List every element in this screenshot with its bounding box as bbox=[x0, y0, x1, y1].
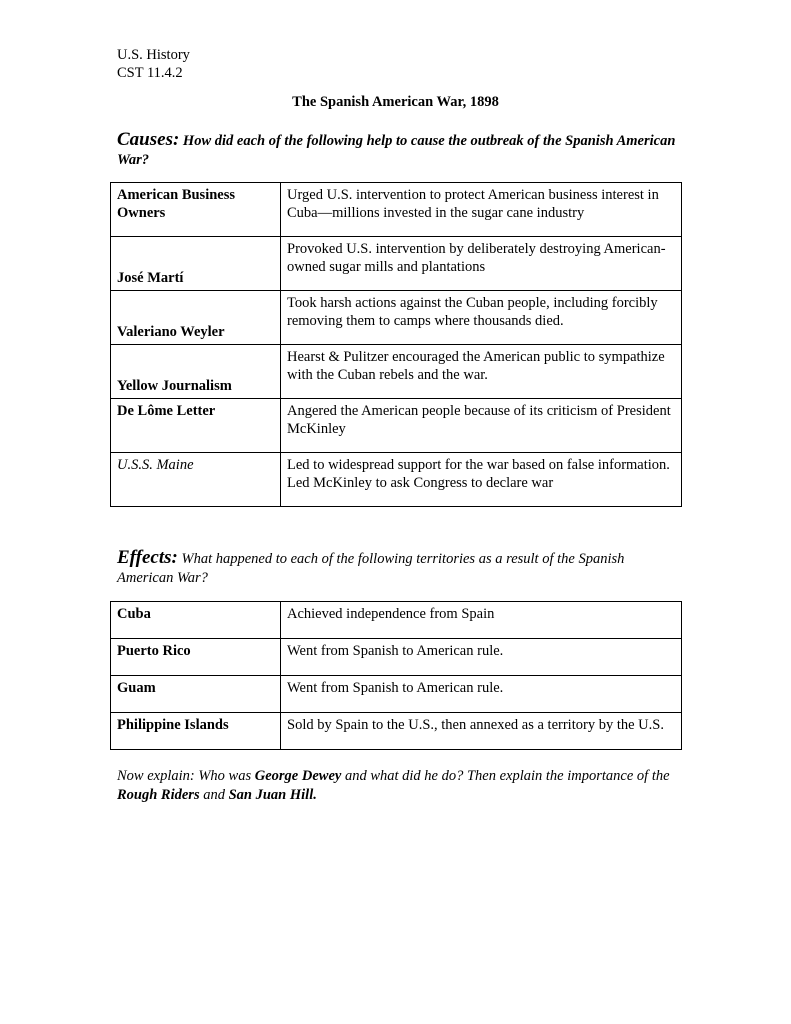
cause-answer: Provoked U.S. intervention by deliberately destroying American-owned sugar mills and plantations bbox=[281, 237, 682, 291]
causes-label: Causes: bbox=[117, 129, 180, 150]
effects-heading bbox=[117, 548, 677, 588]
table-row bbox=[111, 291, 682, 345]
effects-question: What happened to each of the following territories as a result of the Spanish American War? bbox=[117, 551, 625, 586]
causes-table bbox=[110, 182, 682, 507]
cause-term: American Business Owners bbox=[111, 183, 281, 237]
effect-answer: Sold by Spain to the U.S., then annexed as a territory by the U.S. bbox=[281, 713, 682, 750]
table-row bbox=[111, 345, 682, 399]
cause-term: U.S.S. Maine bbox=[111, 453, 281, 507]
table-row bbox=[111, 713, 682, 750]
effect-term: Puerto Rico bbox=[111, 639, 281, 676]
cause-answer: Angered the American people because of its criticism of President McKinley bbox=[281, 399, 682, 453]
explain-prompt bbox=[117, 767, 687, 805]
effect-answer: Achieved independence from Spain bbox=[281, 602, 682, 639]
effect-term: Cuba bbox=[111, 602, 281, 639]
cause-term: José Martí bbox=[111, 237, 281, 291]
explain-term-rough-riders: Rough Riders bbox=[117, 787, 200, 803]
table-row bbox=[111, 399, 682, 453]
effect-term: Philippine Islands bbox=[111, 713, 281, 750]
table-row bbox=[111, 639, 682, 676]
effect-answer: Went from Spanish to American rule. bbox=[281, 639, 682, 676]
standard-code: CST 11.4.2 bbox=[117, 65, 183, 81]
cause-term: Yellow Journalism bbox=[111, 345, 281, 399]
cause-answer: Hearst & Pulitzer encouraged the American public to sympathize with the Cuban rebels and the war. bbox=[281, 345, 682, 399]
table-row bbox=[111, 602, 682, 639]
explain-term-san-juan-hill: San Juan Hill. bbox=[228, 787, 317, 803]
effects-label: Effects: bbox=[117, 547, 178, 568]
header bbox=[117, 46, 190, 82]
cause-answer: Took harsh actions against the Cuban people, including forcibly removing them to camps where thousands died. bbox=[281, 291, 682, 345]
table-row bbox=[111, 237, 682, 291]
causes-question: How did each of the following help to cause the outbreak of the Spanish American War? bbox=[117, 133, 676, 168]
worksheet-title: The Spanish American War, 1898 bbox=[292, 94, 499, 110]
table-row bbox=[111, 676, 682, 713]
table-row bbox=[111, 183, 682, 237]
explain-text: and bbox=[199, 787, 229, 803]
course-name: U.S. History bbox=[117, 47, 190, 63]
effects-table bbox=[110, 601, 682, 750]
causes-heading bbox=[117, 130, 677, 170]
explain-text: and what did he do? Then explain the importance of the bbox=[341, 768, 670, 784]
explain-text: Now explain: Who was bbox=[117, 768, 255, 784]
cause-answer: Led to widespread support for the war based on false information. Led McKinley to ask Congress to declare war bbox=[281, 453, 682, 507]
effect-term: Guam bbox=[111, 676, 281, 713]
effect-answer: Went from Spanish to American rule. bbox=[281, 676, 682, 713]
cause-term: De Lôme Letter bbox=[111, 399, 281, 453]
cause-answer: Urged U.S. intervention to protect American business interest in Cuba—millions invested in the sugar cane industry bbox=[281, 183, 682, 237]
explain-term-dewey: George Dewey bbox=[254, 768, 342, 784]
cause-term: Valeriano Weyler bbox=[111, 291, 281, 345]
table-row bbox=[111, 453, 682, 507]
